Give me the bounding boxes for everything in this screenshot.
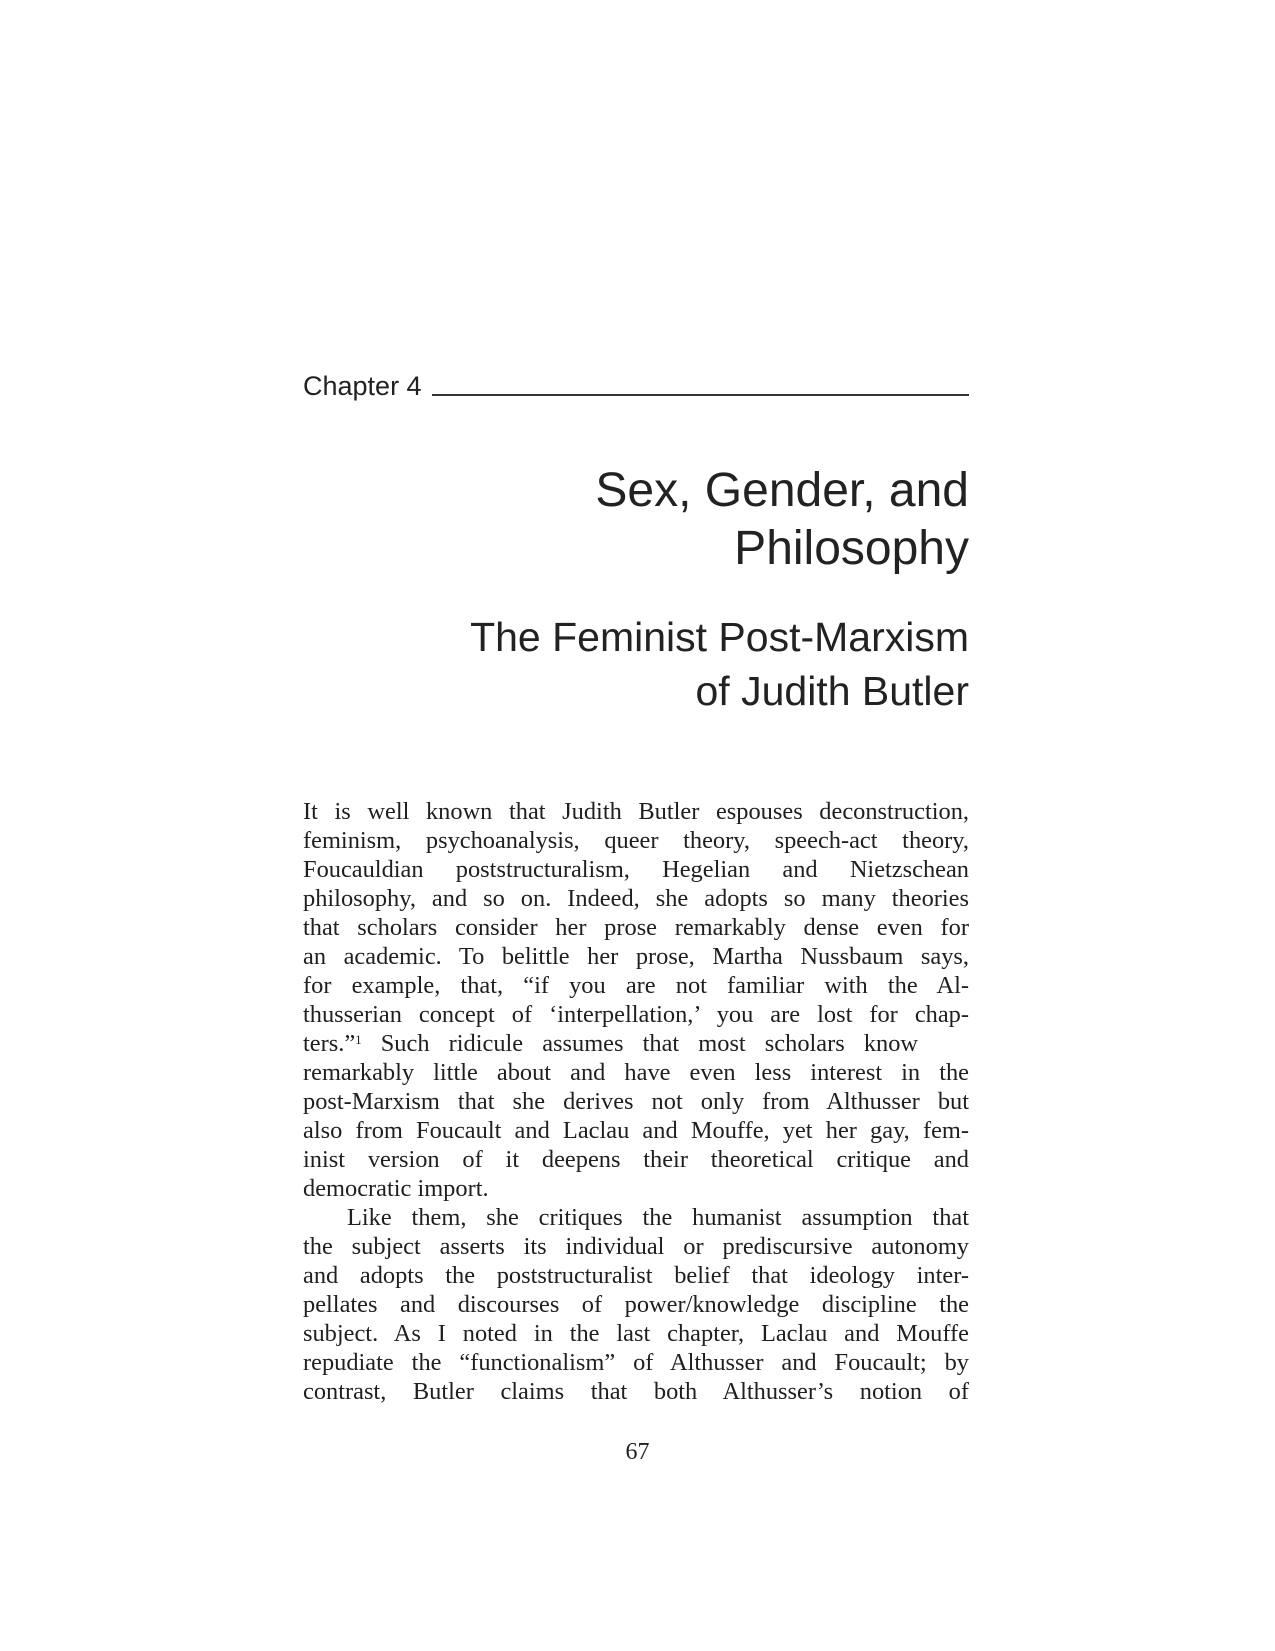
chapter-title-line: Philosophy <box>734 522 969 575</box>
text-line: repudiate the “functionalism” of Althusser and Foucault; by <box>303 1349 969 1376</box>
chapter-title <box>303 462 969 578</box>
text-line: It is well known that Judith Butler espouses deconstruction, <box>303 798 969 825</box>
text-line: feminism, psychoanalysis, queer theory, speech-act theory, <box>303 827 969 854</box>
text-line: the subject asserts its individual or prediscursive autonomy <box>303 1233 969 1260</box>
text-fragment: Such ridicule assumes that most scholars know <box>361 1030 919 1057</box>
text-line: for example, that, “if you are not familiar with the Al- <box>303 972 969 999</box>
text-fragment: ters.” <box>303 1030 356 1057</box>
text-line: Like them, she critiques the humanist assumption that <box>347 1204 969 1231</box>
text-line: contrast, Butler claims that both Althusser’s notion of <box>303 1378 969 1405</box>
text-line: an academic. To belittle her prose, Martha Nussbaum says, <box>303 943 969 970</box>
body-text <box>303 797 969 1406</box>
text-line <box>303 1029 969 1058</box>
footnote-marker: 1 <box>355 1032 362 1047</box>
text-line: philosophy, and so on. Indeed, she adopts so many theories <box>303 885 969 912</box>
text-line: and adopts the poststructuralist belief that ideology inter- <box>303 1262 969 1289</box>
chapter-heading <box>303 362 969 402</box>
text-line: that scholars consider her prose remarkably dense even for <box>303 914 969 941</box>
text-line: post-Marxism that she derives not only from Althusser but <box>303 1088 969 1115</box>
text-line: subject. As I noted in the last chapter, Laclau and Mouffe <box>303 1320 969 1347</box>
page-number: 67 <box>625 1439 650 1465</box>
text-line: also from Foucault and Laclau and Mouffe, yet her gay, fem- <box>303 1117 969 1144</box>
text-line: Foucauldian poststructuralism, Hegelian and Nietzschean <box>303 856 969 883</box>
text-line: democratic import. <box>303 1175 489 1202</box>
chapter-rule <box>432 394 969 396</box>
text-line: thusserian concept of ‘interpellation,’ you are lost for chap- <box>303 1001 969 1028</box>
text-line: remarkably little about and have even less interest in the <box>303 1059 969 1086</box>
chapter-title-line: Sex, Gender, and <box>595 464 969 517</box>
text-line: inist version of it deepens their theoretical critique and <box>303 1146 969 1173</box>
chapter-subtitle-line: of Judith Butler <box>695 668 969 714</box>
chapter-subtitle-line: The Feminist Post-Marxism <box>470 614 969 660</box>
chapter-subtitle <box>303 610 969 718</box>
paragraph <box>303 797 969 1203</box>
paragraph <box>303 1203 969 1406</box>
text-line: pellates and discourses of power/knowledge discipline the <box>303 1291 969 1318</box>
chapter-label: Chapter 4 <box>303 371 422 401</box>
